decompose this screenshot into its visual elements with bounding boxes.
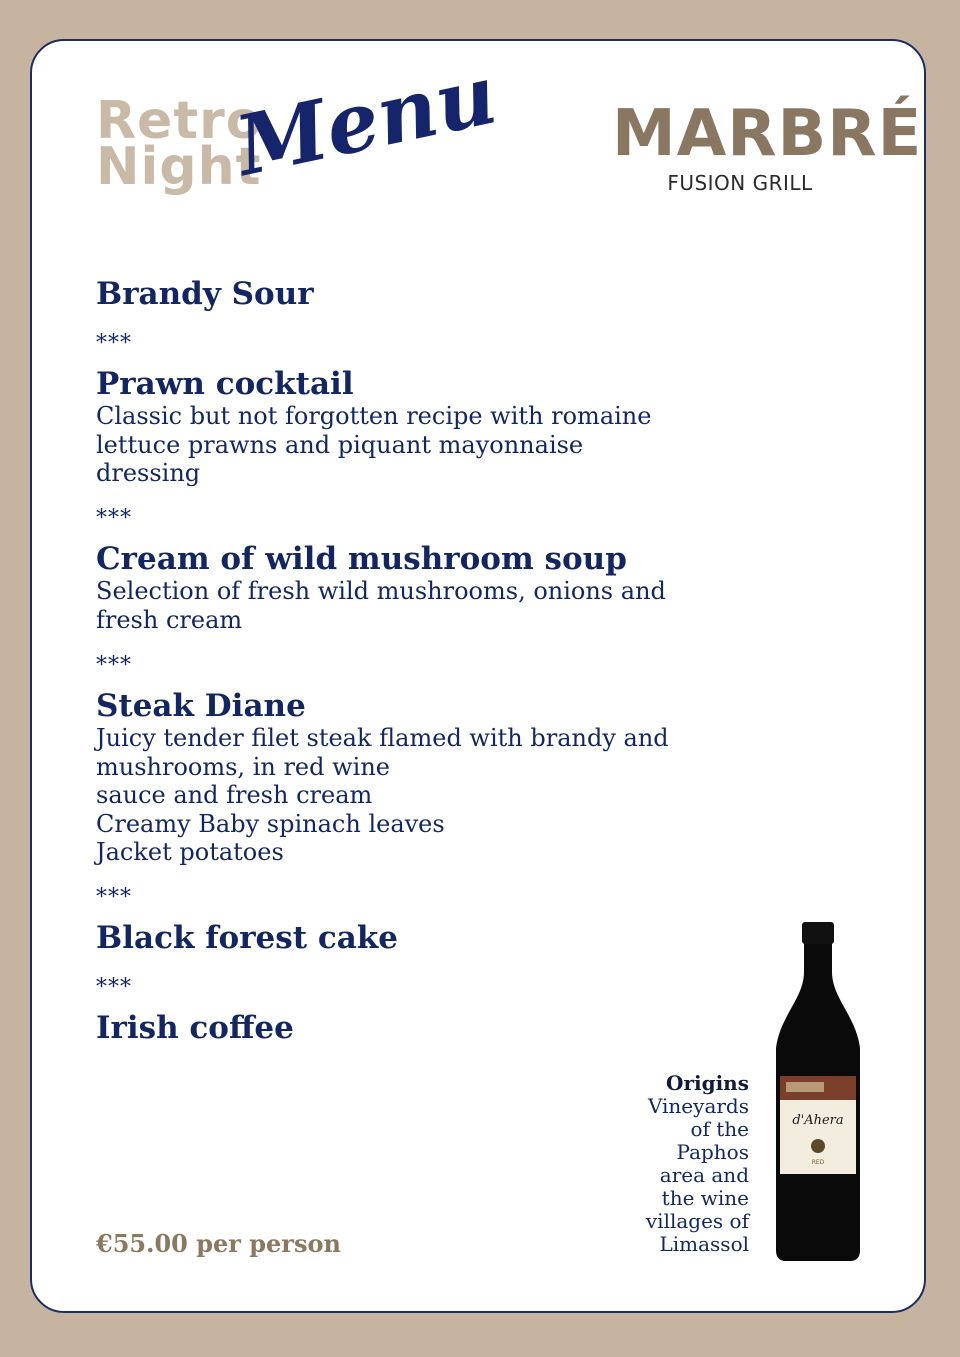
brand-logo: [612, 96, 923, 195]
bottle-label-band-detail: [786, 1082, 824, 1092]
course-title-mushroom-soup: Cream of wild mushroom soup: [96, 541, 627, 577]
course-separator: ***: [96, 885, 132, 910]
price-per-person: €55.00 per person: [96, 1229, 341, 1258]
description-line: Classic but not forgotten recipe with romaine: [96, 402, 652, 430]
description-line: dressing: [96, 459, 201, 487]
logo-menu-script: Menu: [228, 46, 505, 195]
wine-origins-line: the wine: [661, 1186, 749, 1210]
logo-night-text: Night: [96, 137, 262, 197]
bottle-label-type: RED: [811, 1159, 825, 1166]
course-separator: ***: [96, 975, 132, 1000]
description-line: Creamy Baby spinach leaves: [96, 809, 445, 838]
course-separator: ***: [96, 331, 132, 356]
wine-origins-line: Vineyards: [647, 1094, 749, 1118]
wine-origins-line: Paphos: [676, 1140, 749, 1164]
description-line: Selection of fresh wild mushrooms, onions and: [96, 577, 666, 605]
wine-origins-title: Origins: [666, 1071, 749, 1095]
course-description-prawn-cocktail: [96, 402, 696, 488]
course-title-prawn-cocktail: Prawn cocktail: [96, 366, 354, 402]
course-title-irish-coffee: Irish coffee: [96, 1010, 294, 1046]
wine-origins-line: of the: [690, 1117, 749, 1141]
wine-bottle-image: [768, 920, 868, 1264]
course-title-brandy-sour: Brandy Sour: [96, 276, 314, 312]
bottle-label-seal: [811, 1139, 825, 1153]
wine-origins: [600, 1072, 749, 1256]
description-line: mushrooms, in red wine: [96, 752, 390, 781]
description-line: Jacket potatoes: [96, 838, 284, 866]
description-line: lettuce prawns and piquant mayonnaise: [96, 430, 584, 459]
bottle-cap: [802, 922, 834, 944]
course-separator: ***: [96, 653, 132, 678]
course-title-steak-diane: Steak Diane: [96, 688, 306, 724]
course-description-steak-diane: [96, 724, 696, 867]
course-separator: ***: [96, 506, 132, 531]
description-line: Juicy tender filet steak flamed with brandy and: [96, 724, 669, 752]
bottle-label-name: d'Ahera: [792, 1113, 844, 1128]
brand-subtitle: FUSION GRILL: [667, 171, 813, 195]
brand-name: MARBRÉ: [612, 97, 923, 171]
description-line: sauce and fresh cream: [96, 781, 373, 809]
wine-origins-line: Limassol: [659, 1232, 749, 1256]
course-description-mushroom-soup: [96, 577, 696, 634]
description-line: fresh cream: [96, 605, 243, 634]
wine-origins-line: area and: [659, 1163, 749, 1187]
wine-origins-line: villages of: [645, 1209, 749, 1233]
logo-retro-text: Retro: [96, 91, 263, 151]
course-title-black-forest-cake: Black forest cake: [96, 920, 399, 956]
